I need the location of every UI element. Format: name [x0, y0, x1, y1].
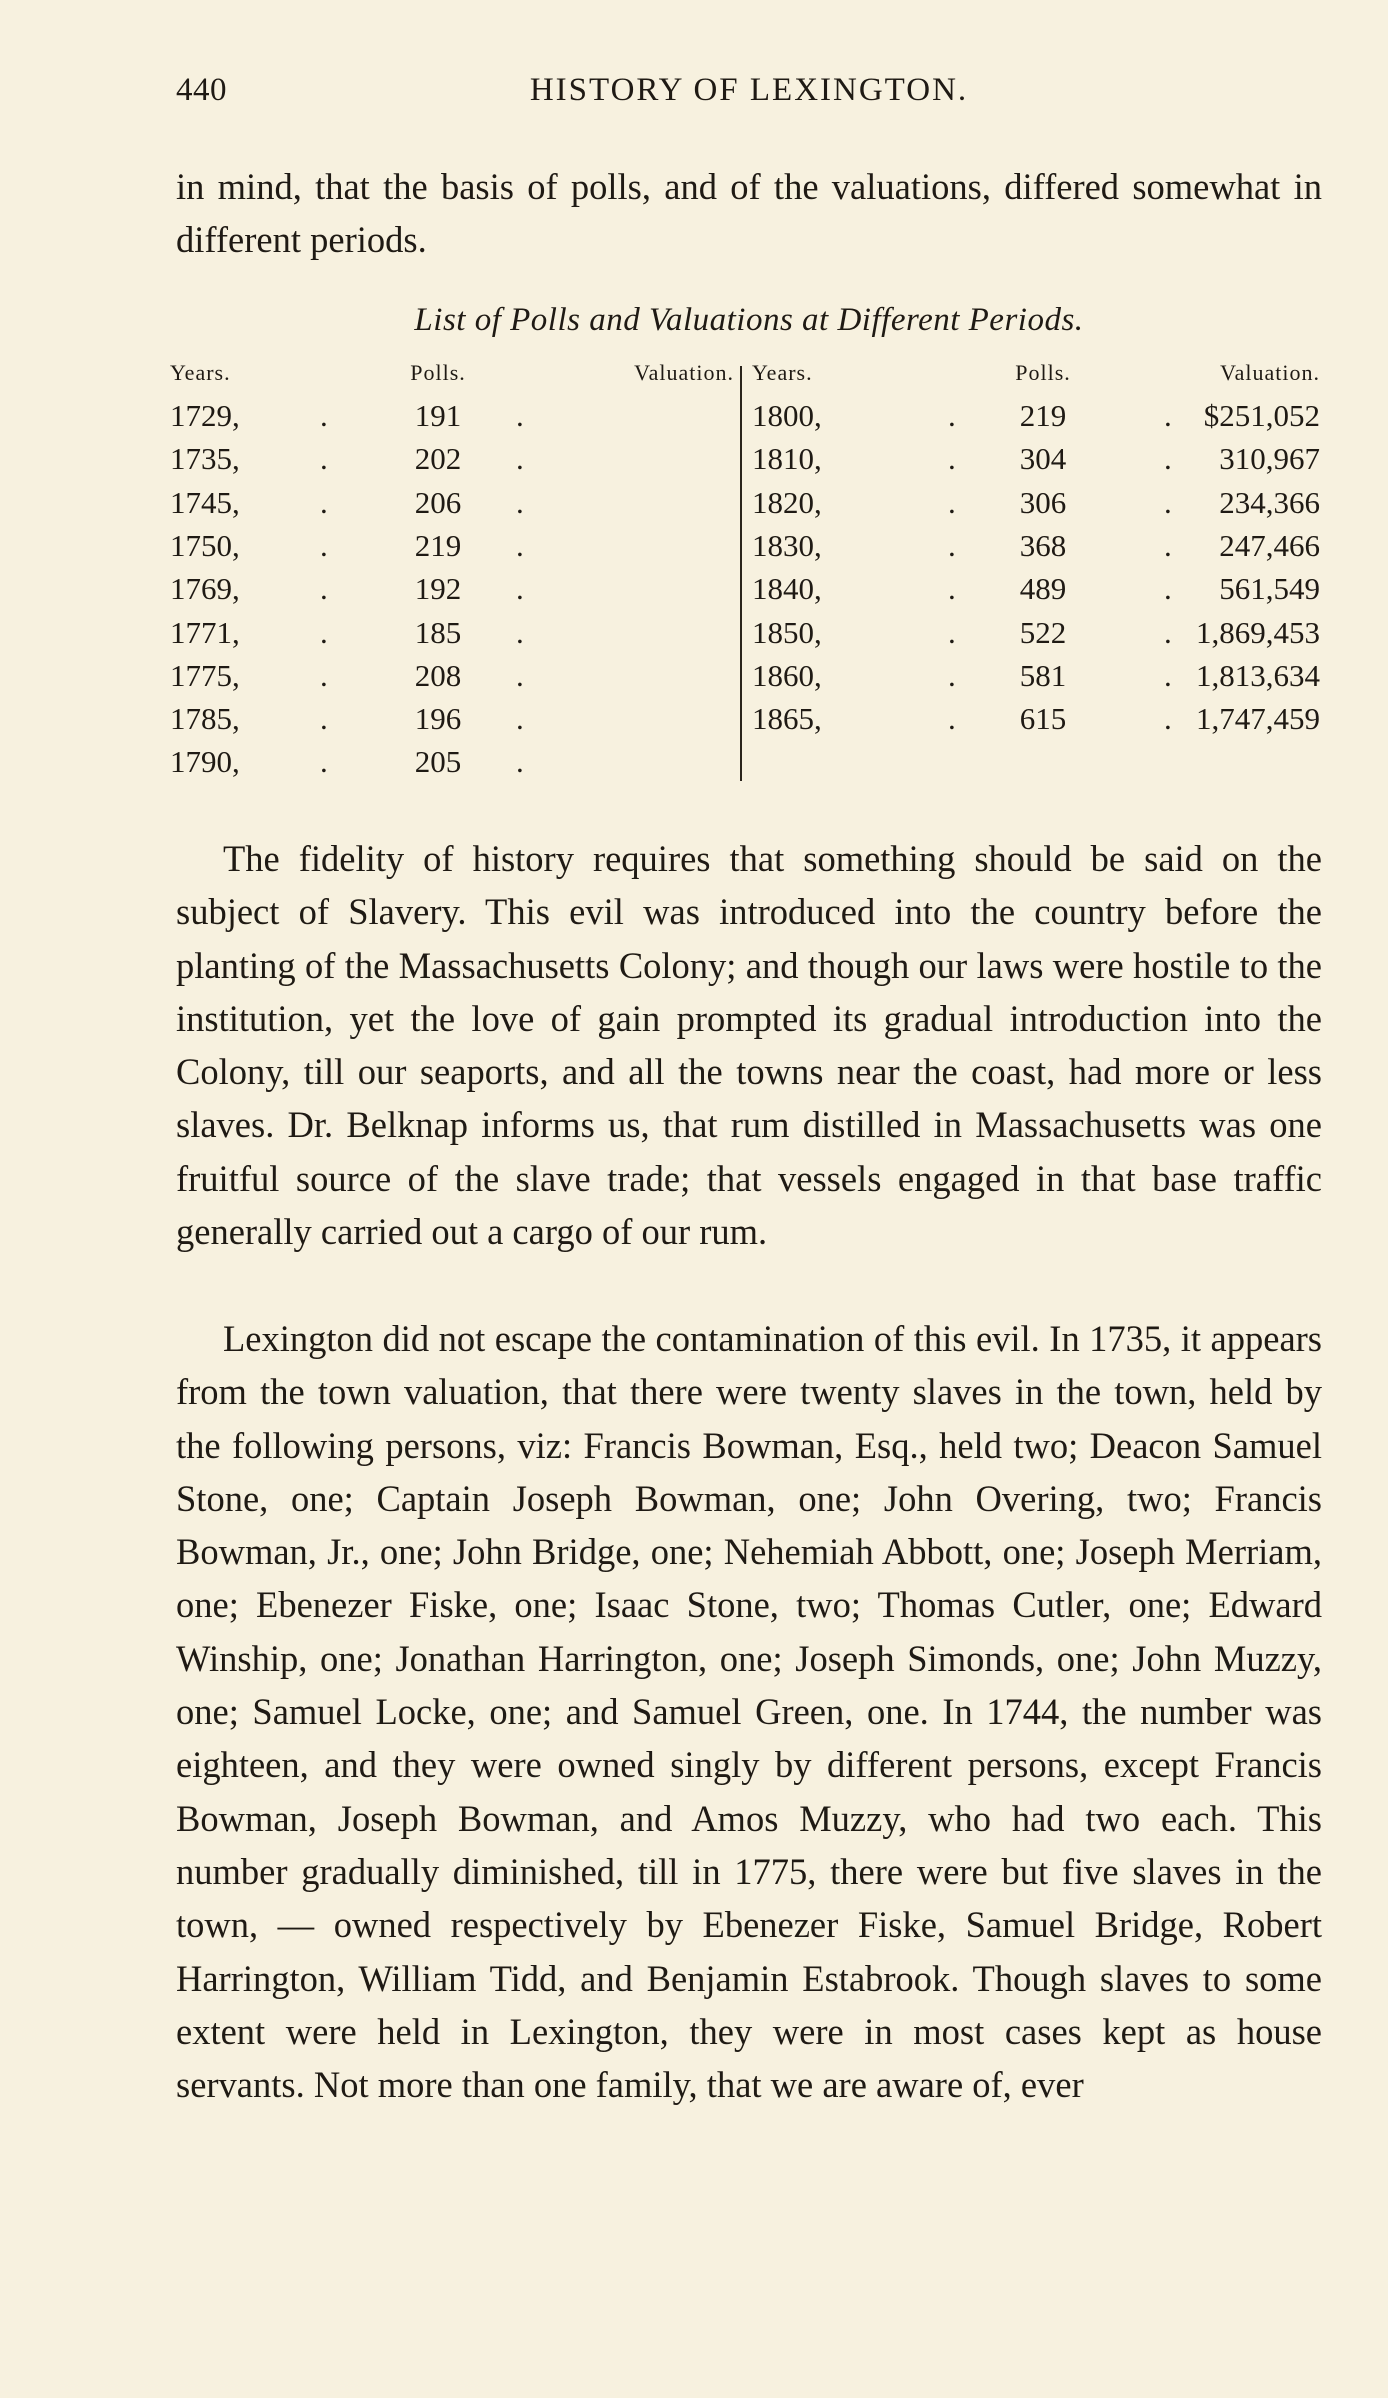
valuation-cell: $251,052 [1203, 398, 1320, 433]
leader-dot: . [1164, 701, 1172, 737]
header-polls: Polls. [410, 360, 466, 385]
leader-dot: . [948, 571, 956, 607]
table-row [744, 701, 1320, 744]
table-row [744, 485, 1320, 528]
running-header [176, 72, 1322, 122]
leader-dot: . [1164, 614, 1172, 650]
leader-dot: . [516, 484, 524, 520]
polls-cell: 208 [414, 657, 462, 693]
leader-dot: . [320, 744, 328, 780]
polls-cell: 489 [1019, 571, 1067, 607]
year-cell: 1840, [752, 571, 822, 607]
table-row [744, 615, 1320, 658]
year-cell: 1771, [170, 614, 240, 650]
polls-cell: 306 [1019, 484, 1067, 520]
header-polls: Polls. [1015, 360, 1071, 385]
slavery-paragraph: The fidelity of history requires that something should be said on the subject of Slavery. This evil was introduced into the country before the planting of the Massachusetts Colony; and though our laws were hostile to the institution, yet the love of gain prompted its gradual introduction into the Colony, till our seaports, and all the towns near the coast, had more or less slaves. Dr. Belknap informs us, that rum distilled in Massachusetts was one fruitful source of the slave trade; that vessels engaged in that base traffic generally carried out a cargo of our rum. [176, 838, 1322, 1253]
polls-cell: 192 [414, 571, 462, 607]
leader-dot: . [948, 484, 956, 520]
table-header-row [170, 360, 738, 390]
leader-dot: . [948, 441, 956, 477]
continuation-paragraph: in mind, that the basis of polls, and of the valuations, differed somewhat in different periods. [176, 166, 1322, 261]
table-row [170, 398, 738, 441]
leader-dot: . [320, 484, 328, 520]
year-cell: 1820, [752, 484, 822, 520]
year-cell: 1850, [752, 614, 822, 650]
valuation-cell: 1,869,453 [1196, 614, 1320, 650]
table-row [170, 615, 738, 658]
table-row [170, 485, 738, 528]
table-row [744, 441, 1320, 484]
header-years: Years. [752, 360, 813, 385]
year-cell: 1865, [752, 701, 822, 737]
leader-dot: . [516, 527, 524, 563]
leader-dot: . [948, 398, 956, 433]
header-years: Years. [170, 360, 231, 385]
polls-cell: 191 [414, 398, 462, 433]
valuation-cell: 234,366 [1219, 484, 1320, 520]
polls-cell: 219 [1019, 398, 1067, 433]
leader-dot: . [516, 657, 524, 693]
leader-dot: . [320, 701, 328, 737]
leader-dot: . [1164, 657, 1172, 693]
table-row [170, 571, 738, 614]
table-row [744, 398, 1320, 441]
leader-dot: . [516, 614, 524, 650]
leader-dot: . [516, 398, 524, 433]
polls-cell: 185 [414, 614, 462, 650]
valuation-cell: 310,967 [1219, 441, 1320, 477]
table-row [744, 528, 1320, 571]
leader-dot: . [516, 744, 524, 780]
lexington-slaves-paragraph: Lexington did not escape the contamination of this evil. In 1735, it appears from the town valuation, that there were twenty slaves in the town, held by the following persons, viz: Francis Bowman, Esq., held two; Deacon Samuel Stone, one; Captain Joseph Bowman, one; John Overing, two; Francis Bowman, Jr., one; John Bridge, one; Nehemiah Abbott, one; Joseph Merriam, one; Ebenezer Fiske, one; Isaac Stone, two; Thomas Cutler, one; Edward Winship, one; Jonathan Harrington, one; Joseph Simonds, one; John Muzzy, one; Samuel Locke, one; and Samuel Green, one. In 1744, the number was eighteen, and they were owned singly by different persons, except Francis Bowman, Joseph Bowman, and Amos Muzzy, who had two each. This number gradually diminished, till in 1775, there were but five slaves in the town, — owned respectively by Ebenezer Fiske, Samuel Bridge, Robert Harrington, William Tidd, and Benjamin Estabrook. Though slaves to some extent were held in Lexington, they were in most cases kept as house servants. Not more than one family, that we are aware of, ever [176, 1318, 1322, 2106]
year-cell: 1810, [752, 441, 822, 477]
leader-dot: . [516, 701, 524, 737]
column-divider [740, 366, 742, 781]
leader-dot: . [1164, 398, 1172, 433]
leader-dot: . [320, 441, 328, 477]
table-row [744, 658, 1320, 701]
leader-dot: . [320, 527, 328, 563]
polls-cell: 581 [1019, 657, 1067, 693]
leader-dot: . [320, 614, 328, 650]
table-row [170, 441, 738, 484]
leader-dot: . [516, 441, 524, 477]
table-caption: List of Polls and Valuations at Different Periods. [414, 302, 1084, 338]
valuation-cell: 247,466 [1219, 527, 1320, 563]
year-cell: 1729, [170, 398, 240, 433]
leader-dot: . [1164, 484, 1172, 520]
year-cell: 1769, [170, 571, 240, 607]
table-right-half [744, 360, 1320, 790]
table-row [170, 701, 738, 744]
leader-dot: . [1164, 571, 1172, 607]
valuation-cell: 561,549 [1219, 571, 1320, 607]
year-cell: 1745, [170, 484, 240, 520]
leader-dot: . [948, 614, 956, 650]
running-title: HISTORY OF LEXINGTON. [529, 72, 969, 108]
table-header-row [744, 360, 1320, 390]
polls-cell: 206 [414, 484, 462, 520]
year-cell: 1735, [170, 441, 240, 477]
header-valuation: Valuation. [634, 360, 734, 385]
polls-cell: 219 [414, 527, 462, 563]
table-row [744, 571, 1320, 614]
year-cell: 1790, [170, 744, 240, 780]
year-cell: 1860, [752, 657, 822, 693]
table-row [170, 744, 738, 787]
valuation-cell: 1,813,634 [1196, 657, 1320, 693]
polls-cell: 196 [414, 701, 462, 737]
year-cell: 1750, [170, 527, 240, 563]
year-cell: 1830, [752, 527, 822, 563]
valuation-cell: 1,747,459 [1196, 701, 1320, 737]
leader-dot: . [320, 398, 328, 433]
polls-cell: 615 [1019, 701, 1067, 737]
table-left-half [170, 360, 738, 790]
leader-dot: . [948, 701, 956, 737]
leader-dot: . [320, 571, 328, 607]
polls-cell: 304 [1019, 441, 1067, 477]
polls-cell: 205 [414, 744, 462, 780]
year-cell: 1800, [752, 398, 822, 433]
leader-dot: . [1164, 441, 1172, 477]
leader-dot: . [516, 571, 524, 607]
table-row [170, 528, 738, 571]
leader-dot: . [320, 657, 328, 693]
table-row [170, 658, 738, 701]
polls-cell: 522 [1019, 614, 1067, 650]
year-cell: 1785, [170, 701, 240, 737]
polls-valuations-table [170, 360, 1320, 790]
polls-cell: 202 [414, 441, 462, 477]
page-number: 440 [176, 72, 227, 108]
leader-dot: . [948, 657, 956, 693]
leader-dot: . [948, 527, 956, 563]
leader-dot: . [1164, 527, 1172, 563]
header-valuation: Valuation. [1220, 360, 1320, 385]
polls-cell: 368 [1019, 527, 1067, 563]
year-cell: 1775, [170, 657, 240, 693]
